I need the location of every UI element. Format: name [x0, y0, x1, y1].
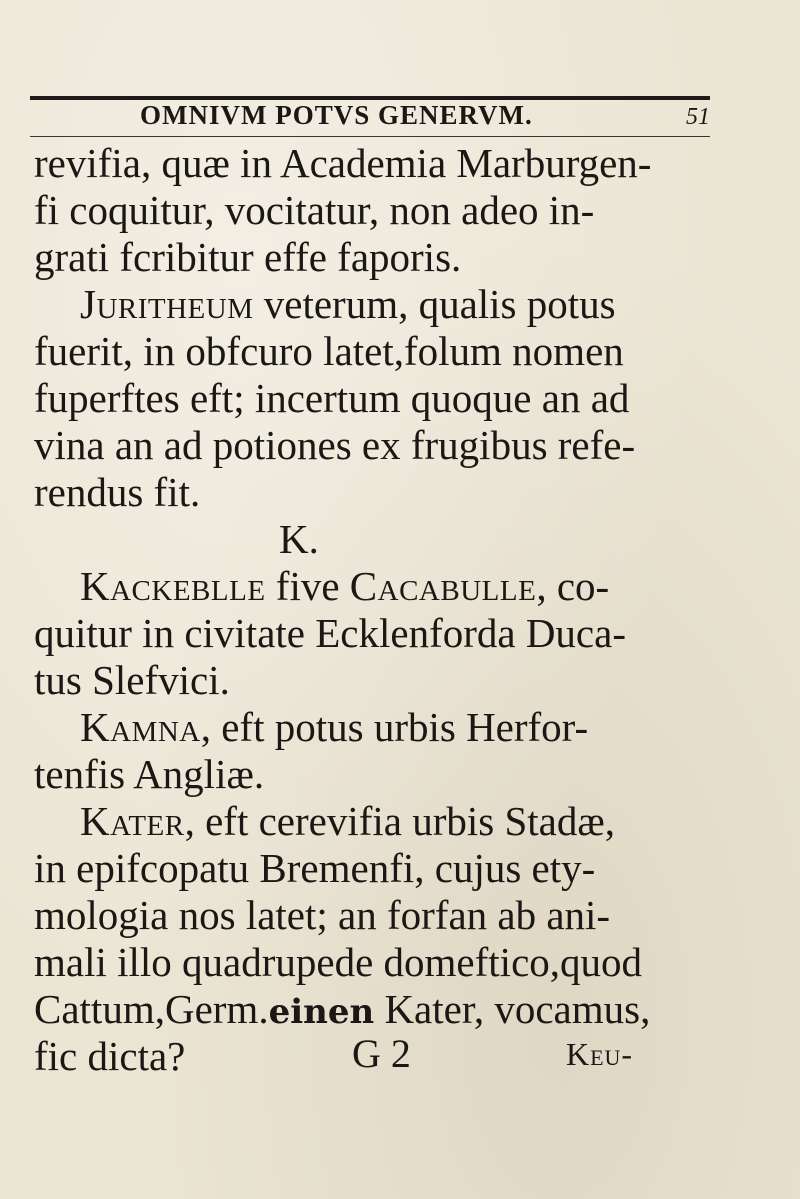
running-title: OMNIVM POTVS GENERVM.	[140, 100, 533, 130]
text-line	[34, 986, 724, 1033]
body-text	[34, 140, 724, 1080]
line-text: in epifcopatu Bremenfi, cujus ety-	[34, 845, 596, 891]
line-text: Cattum,Germ.	[34, 986, 269, 1032]
text-line	[34, 140, 724, 187]
entry-headword-variant: Cacabulle	[349, 563, 537, 609]
footer-line	[0, 1030, 800, 1080]
blackletter-word: einen	[268, 992, 375, 1032]
entry-kater	[34, 798, 724, 845]
line-text: rendus fit.	[34, 469, 201, 515]
text-line	[34, 375, 724, 422]
text-line	[34, 845, 724, 892]
section-letter-k	[34, 516, 724, 563]
line-text: fic dicta?	[34, 1033, 186, 1079]
page-number: 51	[686, 104, 710, 130]
line-text: quitur in civitate Ecklenforda Duca-	[34, 610, 626, 656]
text-line	[34, 187, 724, 234]
entry-headword: Juritheum	[80, 281, 254, 327]
line-text: , co-	[536, 563, 610, 609]
entry-juritheum	[34, 281, 724, 328]
line-text: fuperftes eft; incertum quoque an ad	[34, 375, 630, 421]
entry-headword: Kackeblle	[80, 563, 266, 609]
section-heading: K.	[279, 516, 319, 562]
line-text: five	[265, 563, 350, 609]
text-line	[34, 610, 724, 657]
line-text: tenfis Angliæ.	[34, 751, 265, 797]
header-rule-bottom	[30, 136, 710, 137]
line-text: , eft cerevifia urbis Stadæ,	[184, 798, 615, 844]
text-line	[34, 939, 724, 986]
line-text: grati fcribitur effe faporis.	[34, 234, 462, 280]
text-line	[34, 657, 724, 704]
text-line	[34, 892, 724, 939]
line-text: mali illo quadrupede domeftico,quod	[34, 939, 643, 985]
entry-kackeblle	[34, 563, 724, 610]
catchword: Keu-	[566, 1036, 634, 1072]
entry-headword: Kamna	[80, 704, 201, 750]
signature-mark: G 2	[352, 1031, 411, 1076]
line-text: tus Slefvici.	[34, 657, 230, 703]
line-text: vina an ad potiones ex frugibus refe-	[34, 422, 636, 468]
text-line	[34, 328, 724, 375]
line-text: fuerit, in obfcuro latet,folum nomen	[34, 328, 624, 374]
running-head	[30, 96, 710, 146]
line-text: veterum, qualis potus	[253, 281, 616, 327]
line-text: revifia, quæ in Academia Marburgen-	[34, 140, 652, 186]
line-text: mologia nos latet; an forfan ab ani-	[34, 892, 611, 938]
line-text: fi coquitur, vocitatur, non adeo in-	[34, 187, 595, 233]
text-line	[34, 751, 724, 798]
line-text: , eft potus urbis Herfor-	[200, 704, 589, 750]
line-text: Kater, vocamus,	[374, 986, 651, 1032]
text-line	[34, 469, 724, 516]
text-line	[34, 422, 724, 469]
text-line	[34, 234, 724, 281]
entry-headword: Kater	[80, 798, 185, 844]
entry-kamna	[34, 704, 724, 751]
